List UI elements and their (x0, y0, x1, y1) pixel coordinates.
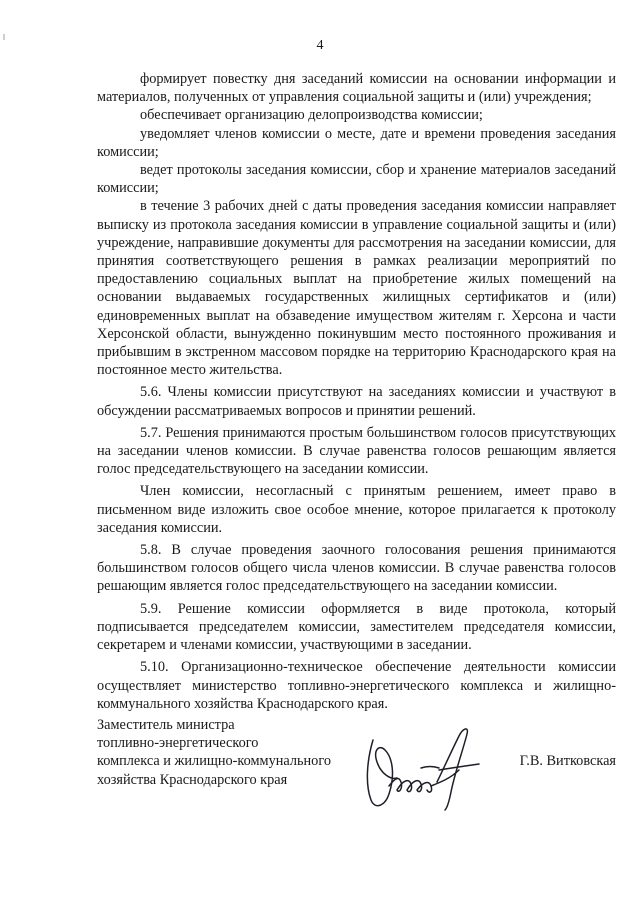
paragraph: формирует повестку дня заседаний комиссии на основании информации и материалов, полученных от управления социальной защиты и (или) учреждения; (97, 71, 616, 106)
paragraph-5-6: 5.6. Члены комиссии присутствуют на заседаниях комиссии и участвуют в обсуждении рассматриваемых вопросов и принятии решений. (97, 384, 616, 419)
signatory-title (97, 716, 331, 789)
signatory-title-line: комплекса и жилищно-коммунального (97, 753, 331, 770)
paragraph: Член комиссии, несогласный с принятым решением, имеет право в письменном виде изложить свое особое мнение, которое прилагается к протоколу заседания комиссии. (97, 483, 616, 536)
signatory-title-line: хозяйства Краснодарского края (97, 771, 288, 788)
paragraph-5-8: 5.8. В случае проведения заочного голосования решения принимаются большинством голосов общего числа членов комиссии. В случае равенства голосов решающим является голос председательствующего на заседании комиссии. (97, 542, 616, 595)
paragraph: уведомляет членов комиссии о месте, дате и времени проведения заседания комиссии; (97, 125, 616, 160)
paragraph-5-9: 5.9. Решение комиссии оформляется в виде протокола, который подписывается председателем комиссии, заместителем председателя комиссии, секретарем и членами комиссии, участвующими в заседании. (97, 600, 616, 654)
handwritten-signature (355, 720, 485, 812)
paragraph: обеспечивает организацию делопроизводства комиссии; (140, 107, 483, 124)
paragraph: в течение 3 рабочих дней с даты проведения заседания комиссии направляет выписку из протокола заседания комиссии в управление социальной защиты и (или) учреждение, направившие документы для рассмотрения на заседании комиссии, для принятия соответствующего решения в рамках реализации мероприятий по предоставлению социальных выплат на приобретение жилых помещений на основании выдаваемых государственных жилищных сертификатов и (или) единовременных выплат на обзаведение имуществом жителям г. Херсона и части Херсонской области, вынужденно покинувшим место постоянного проживания и прибывшим в экстренном массовом порядке на территорию Краснодарского края на постоянное место жительства. (97, 198, 616, 379)
signatory-title-line: Заместитель министра (97, 717, 235, 733)
signature-block (97, 716, 616, 816)
paragraph: ведет протоколы заседания комиссии, сбор и хранение материалов заседаний комиссии; (97, 162, 616, 197)
paragraph-5-7: 5.7. Решения принимаются простым большинством голосов присутствующих на заседании членов комиссии. В случае равенства голосов решающим является голос председательствующего на заседании комиссии. (97, 424, 616, 478)
paragraph-5-10: 5.10. Организационно-техническое обеспечение деятельности комиссии осуществляет министерство топливно-энергетического комплекса и жилищно-коммунального хозяйства Краснодарского края. (97, 659, 616, 712)
page-number: 4 (316, 38, 324, 53)
signatory-title-line: топливно-энергетического (97, 735, 259, 752)
document-body (97, 70, 616, 713)
signatory-name: Г.В. Витковская (519, 753, 616, 769)
